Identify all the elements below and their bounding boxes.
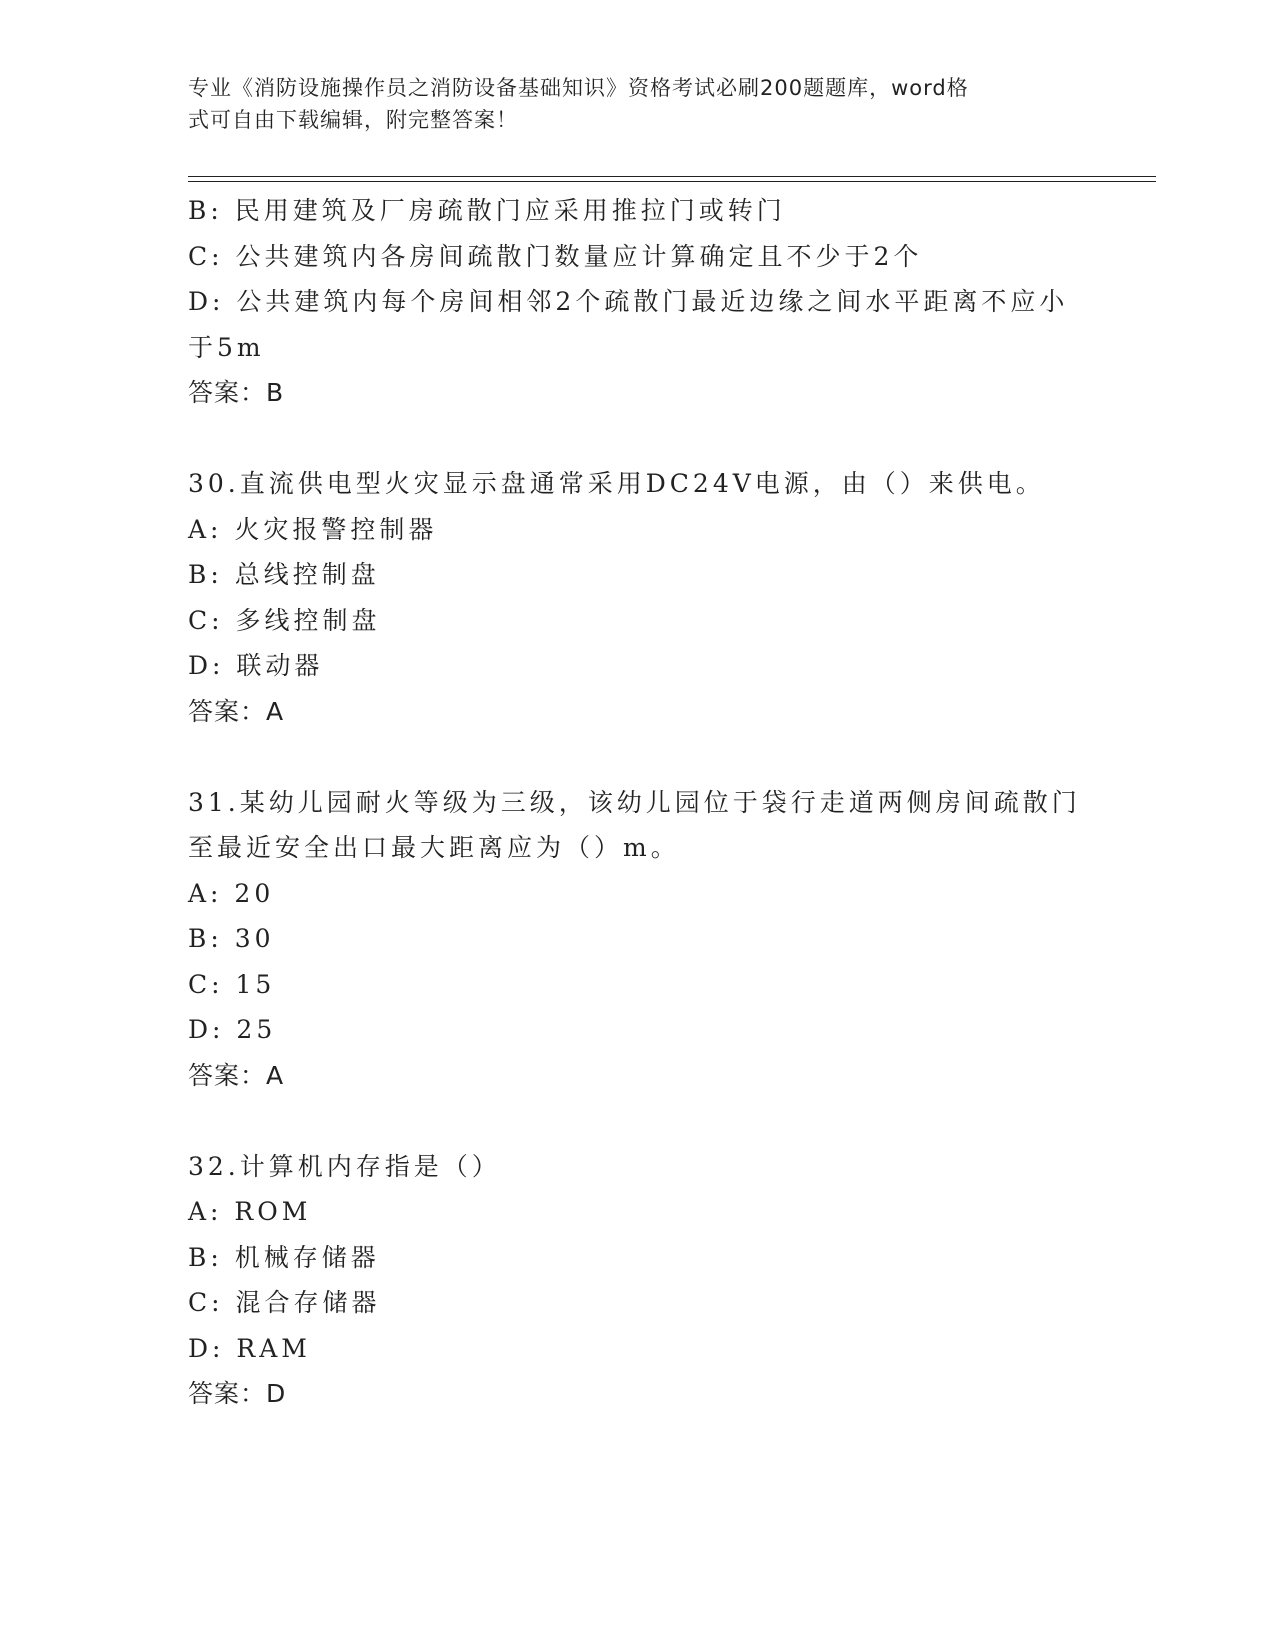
option-d-continued: 于5m <box>188 332 265 362</box>
answer-31: 答案：A <box>188 1060 285 1090</box>
question-30 <box>188 461 1088 734</box>
option-c: C: 公共建筑内各房间疏散门数量应计算确定且不少于2个 <box>188 241 923 271</box>
answer-32: 答案：D <box>188 1379 287 1408</box>
option-b: B: 总线控制盘 <box>188 560 380 589</box>
option-d: D: 25 <box>188 1015 277 1044</box>
header-line-2: 式可自由下载编辑，附完整答案！ <box>188 108 518 132</box>
question-content <box>188 188 1088 1417</box>
option-c: C: 15 <box>188 969 276 999</box>
spacer <box>188 734 1088 780</box>
option-a: A: 火灾报警控制器 <box>188 514 438 544</box>
option-a: A: ROM <box>188 1197 312 1226</box>
question-stem: 32.计算机内存指是（） <box>188 1151 501 1181</box>
option-b: B: 机械存储器 <box>188 1242 380 1272</box>
document-header <box>188 72 1068 136</box>
option-d: D: RAM <box>188 1333 311 1363</box>
header-divider-top <box>188 176 1156 177</box>
option-b: B: 30 <box>188 924 275 953</box>
question-32 <box>188 1144 1088 1417</box>
question-stem: 31.某幼儿园耐火等级为三级，该幼儿园位于袋行走道两侧房间疏散门 <box>188 787 1081 817</box>
question-stem: 30.直流供电型火灾显示盘通常采用DC24V电源，由（）来供电。 <box>188 469 1045 498</box>
option-c: C: 混合存储器 <box>188 1288 381 1317</box>
header-divider-bottom <box>188 181 1156 182</box>
question-29-partial <box>188 188 1088 416</box>
answer-30: 答案：A <box>188 696 285 726</box>
spacer <box>188 1098 1088 1144</box>
question-31 <box>188 780 1088 1099</box>
answer-29: 答案：B <box>188 378 285 407</box>
option-d: D: 联动器 <box>188 651 324 680</box>
question-stem-continued: 至最近安全出口最大距离应为（）m。 <box>188 833 680 862</box>
option-b: B: 民用建筑及厂房疏散门应采用推拉门或转门 <box>188 196 786 225</box>
option-a: A: 20 <box>188 878 275 908</box>
header-line-1: 专业《消防设施操作员之消防设备基础知识》资格考试必刷200题题库，word格 <box>188 76 969 100</box>
option-c: C: 多线控制盘 <box>188 605 381 635</box>
option-d: D: 公共建筑内每个房间相邻2个疏散门最近边缘之间水平距离不应小 <box>188 287 1069 316</box>
spacer <box>188 416 1088 462</box>
